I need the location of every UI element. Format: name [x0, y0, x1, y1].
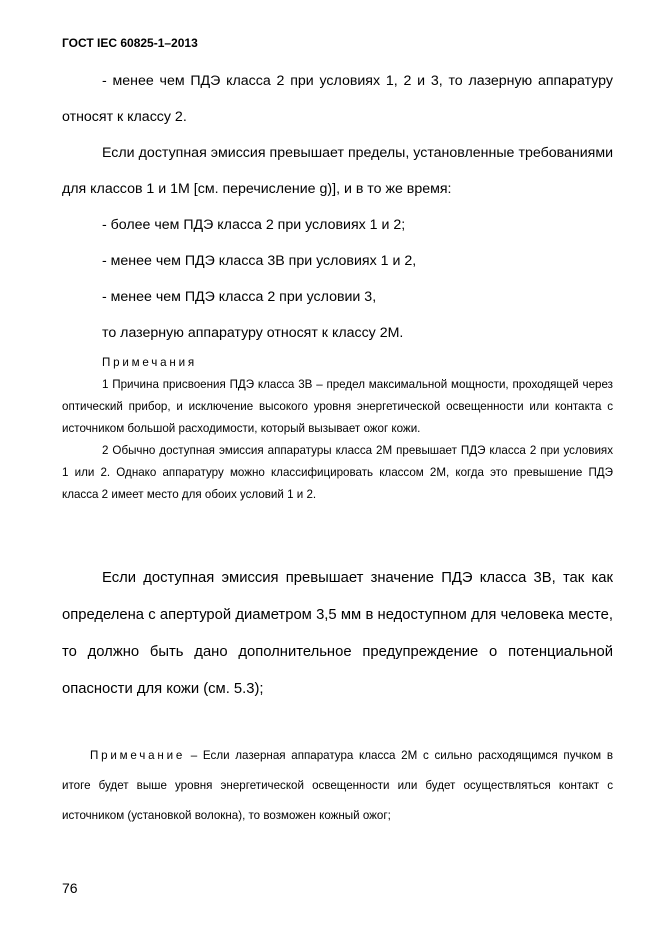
list-item-3: - менее чем ПДЭ класса 2 при условии 3, [102, 289, 377, 305]
paragraph-class-3b: Если доступная эмиссия превышает значение ПДЭ класса 3В, так как определена с апертурой диаметром 3,5 мм в недоступном для человека месте, то должно быть дано дополнительное предупреждение о потенциальной опасности для кожи (см. 5.3); [62, 570, 613, 697]
page-number: 76 [62, 880, 78, 896]
notes-title: Примечания [102, 356, 197, 369]
note-block-2 [62, 741, 613, 831]
paragraph-emission-exceeds: Если доступная эмиссия превышает пределы, установленные требованиями для классов 1 и 1М [см. перечисление g)], и в то же время: [62, 145, 613, 197]
document-header: ГОСТ IEC 60825-1–2013 [62, 36, 198, 50]
section-2 [62, 560, 613, 708]
note-1: 1 Причина присвоения ПДЭ класса 3В – предел максимальной мощности, проходящей через оптический прибор, и исключение высокого уровня энергетической освещенности или контакта с источником большой расходимости, который вызывает ожог кожи. [62, 378, 613, 435]
note-text: – Если лазерная аппаратура класса 2М с сильно расходящимся пучком в итоге будет выше уровня энергетической освещенности или будет осуществляться контакт с источником (установкой волокна), то возможен кожный ожог; [62, 749, 613, 822]
list-item-1: - более чем ПДЭ класса 2 при условиях 1 и 2; [102, 217, 406, 233]
paragraph-class-2m: то лазерную аппаратуру относят к классу 2М. [102, 325, 404, 341]
note-label: Примечание [90, 749, 186, 762]
section-1 [62, 63, 613, 351]
paragraph-class-2: - менее чем ПДЭ класса 2 при условиях 1, 2 и 3, то лазерную аппаратуру относят к классу 2. [62, 73, 613, 125]
note-2: 2 Обычно доступная эмиссия аппаратуры класса 2М превышает ПДЭ класса 2 при условиях 1 или 2. Однако аппаратуру можно классифицировать классом 2М, когда это превышение ПДЭ класса 2 имеет место для обоих условий 1 и 2. [62, 444, 613, 501]
notes-block-1 [62, 352, 613, 506]
list-item-2: - менее чем ПДЭ класса 3В при условиях 1 и 2, [102, 253, 417, 269]
note-2-paragraph [62, 741, 613, 831]
